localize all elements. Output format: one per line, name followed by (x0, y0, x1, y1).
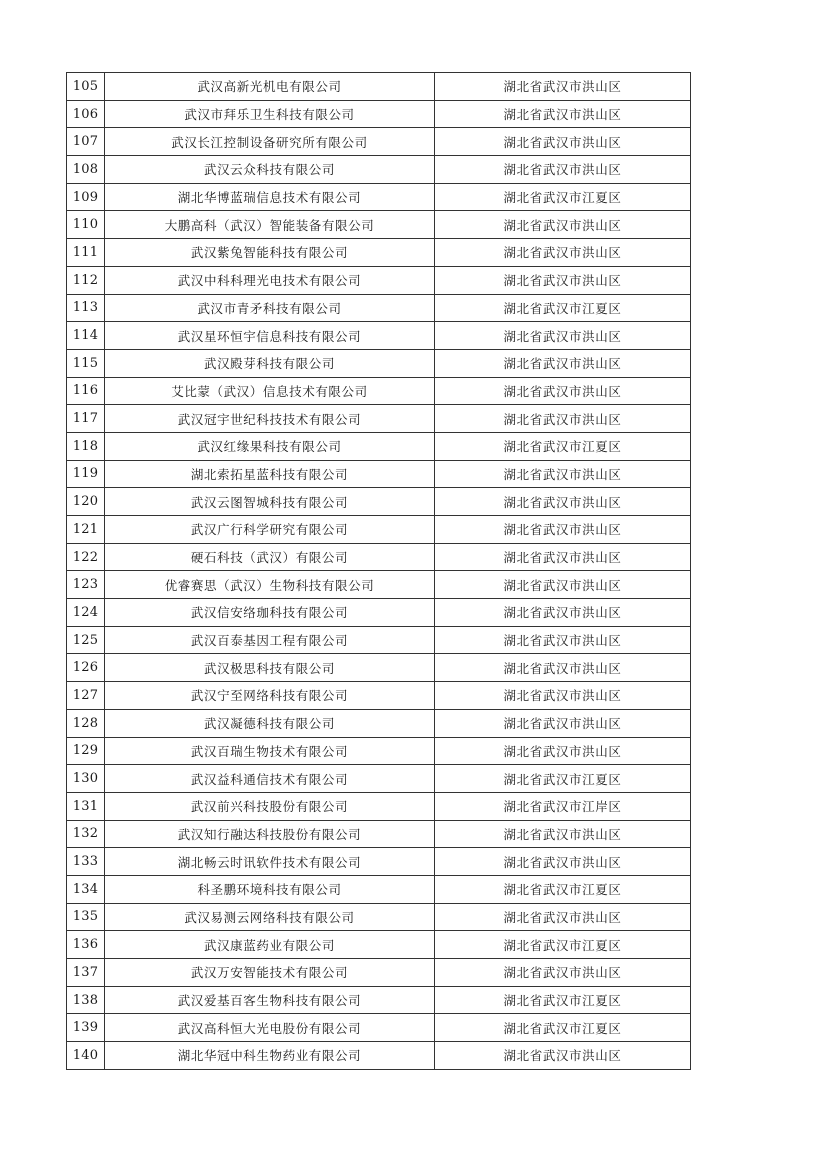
row-number-cell: 127 (67, 682, 105, 710)
table-row (67, 682, 691, 710)
company-name-cell: 武汉爱基百客生物科技有限公司 (105, 986, 435, 1014)
row-number-cell: 130 (67, 765, 105, 793)
table-row (67, 294, 691, 322)
row-number-cell: 105 (67, 73, 105, 101)
company-name-cell: 武汉知行融达科技股份有限公司 (105, 820, 435, 848)
table-row (67, 737, 691, 765)
row-number-cell: 118 (67, 432, 105, 460)
company-name-cell: 湖北华博蓝瑞信息技术有限公司 (105, 183, 435, 211)
region-cell: 湖北省武汉市洪山区 (435, 211, 691, 239)
company-name-cell: 艾比蒙（武汉）信息技术有限公司 (105, 377, 435, 405)
table-row (67, 875, 691, 903)
table-row (67, 1042, 691, 1070)
table-row (67, 322, 691, 350)
table-row (67, 516, 691, 544)
company-name-cell: 武汉百泰基因工程有限公司 (105, 626, 435, 654)
company-name-cell: 武汉中科科理光电技术有限公司 (105, 266, 435, 294)
table-row (67, 931, 691, 959)
row-number-cell: 132 (67, 820, 105, 848)
table-row (67, 1014, 691, 1042)
table-row (67, 73, 691, 101)
region-cell: 湖北省武汉市江岸区 (435, 792, 691, 820)
company-name-cell: 武汉益科通信技术有限公司 (105, 765, 435, 793)
table-row (67, 654, 691, 682)
company-name-cell: 武汉殿芽科技有限公司 (105, 349, 435, 377)
company-name-cell: 武汉信安络珈科技有限公司 (105, 599, 435, 627)
row-number-cell: 134 (67, 875, 105, 903)
region-cell: 湖北省武汉市洪山区 (435, 848, 691, 876)
company-name-cell: 武汉市青矛科技有限公司 (105, 294, 435, 322)
table-row (67, 211, 691, 239)
region-cell: 湖北省武汉市洪山区 (435, 460, 691, 488)
region-cell: 湖北省武汉市洪山区 (435, 377, 691, 405)
company-name-cell: 大鹏高科（武汉）智能装备有限公司 (105, 211, 435, 239)
region-cell: 湖北省武汉市洪山区 (435, 571, 691, 599)
region-cell: 湖北省武汉市洪山区 (435, 349, 691, 377)
company-name-cell: 武汉易测云网络科技有限公司 (105, 903, 435, 931)
row-number-cell: 106 (67, 100, 105, 128)
region-cell: 湖北省武汉市洪山区 (435, 682, 691, 710)
row-number-cell: 139 (67, 1014, 105, 1042)
company-name-cell: 优睿赛思（武汉）生物科技有限公司 (105, 571, 435, 599)
company-name-cell: 武汉康蓝药业有限公司 (105, 931, 435, 959)
region-cell: 湖北省武汉市洪山区 (435, 820, 691, 848)
region-cell: 湖北省武汉市洪山区 (435, 737, 691, 765)
row-number-cell: 116 (67, 377, 105, 405)
company-name-cell: 武汉长江控制设备研究所有限公司 (105, 128, 435, 156)
table-row (67, 128, 691, 156)
row-number-cell: 121 (67, 516, 105, 544)
company-name-cell: 武汉百瑞生物技术有限公司 (105, 737, 435, 765)
region-cell: 湖北省武汉市洪山区 (435, 100, 691, 128)
region-cell: 湖北省武汉市洪山区 (435, 322, 691, 350)
row-number-cell: 128 (67, 709, 105, 737)
company-name-cell: 武汉冠宇世纪科技技术有限公司 (105, 405, 435, 433)
company-name-cell: 武汉广行科学研究有限公司 (105, 516, 435, 544)
company-name-cell: 科圣鹏环境科技有限公司 (105, 875, 435, 903)
table-row (67, 571, 691, 599)
company-name-cell: 武汉凝德科技有限公司 (105, 709, 435, 737)
row-number-cell: 138 (67, 986, 105, 1014)
region-cell: 湖北省武汉市洪山区 (435, 73, 691, 101)
company-name-cell: 硬石科技（武汉）有限公司 (105, 543, 435, 571)
table-row (67, 349, 691, 377)
row-number-cell: 107 (67, 128, 105, 156)
table-row (67, 543, 691, 571)
region-cell: 湖北省武汉市洪山区 (435, 654, 691, 682)
row-number-cell: 120 (67, 488, 105, 516)
region-cell: 湖北省武汉市洪山区 (435, 959, 691, 987)
table-row (67, 377, 691, 405)
region-cell: 湖北省武汉市江夏区 (435, 765, 691, 793)
table-row (67, 100, 691, 128)
region-cell: 湖北省武汉市江夏区 (435, 294, 691, 322)
row-number-cell: 122 (67, 543, 105, 571)
company-name-cell: 武汉高新光机电有限公司 (105, 73, 435, 101)
table-row (67, 709, 691, 737)
row-number-cell: 109 (67, 183, 105, 211)
region-cell: 湖北省武汉市洪山区 (435, 405, 691, 433)
table-row (67, 432, 691, 460)
row-number-cell: 111 (67, 239, 105, 267)
region-cell: 湖北省武汉市洪山区 (435, 128, 691, 156)
region-cell: 湖北省武汉市江夏区 (435, 986, 691, 1014)
company-name-cell: 武汉极思科技有限公司 (105, 654, 435, 682)
region-cell: 湖北省武汉市洪山区 (435, 599, 691, 627)
table-row (67, 239, 691, 267)
row-number-cell: 117 (67, 405, 105, 433)
row-number-cell: 140 (67, 1042, 105, 1070)
company-name-cell: 武汉宁至网络科技有限公司 (105, 682, 435, 710)
table-row (67, 792, 691, 820)
table-row (67, 156, 691, 184)
table-row (67, 765, 691, 793)
row-number-cell: 129 (67, 737, 105, 765)
region-cell: 湖北省武汉市洪山区 (435, 709, 691, 737)
table-row (67, 626, 691, 654)
region-cell: 湖北省武汉市江夏区 (435, 875, 691, 903)
table-row (67, 599, 691, 627)
company-name-cell: 武汉红缘果科技有限公司 (105, 432, 435, 460)
table-row (67, 986, 691, 1014)
region-cell: 湖北省武汉市洪山区 (435, 156, 691, 184)
row-number-cell: 135 (67, 903, 105, 931)
row-number-cell: 133 (67, 848, 105, 876)
region-cell: 湖北省武汉市洪山区 (435, 543, 691, 571)
company-name-cell: 武汉高科恒大光电股份有限公司 (105, 1014, 435, 1042)
region-cell: 湖北省武汉市江夏区 (435, 432, 691, 460)
row-number-cell: 108 (67, 156, 105, 184)
row-number-cell: 131 (67, 792, 105, 820)
table-row (67, 405, 691, 433)
row-number-cell: 114 (67, 322, 105, 350)
row-number-cell: 126 (67, 654, 105, 682)
company-name-cell: 武汉万安智能技术有限公司 (105, 959, 435, 987)
table-row (67, 183, 691, 211)
table-row (67, 959, 691, 987)
region-cell: 湖北省武汉市江夏区 (435, 183, 691, 211)
company-name-cell: 武汉市拜乐卫生科技有限公司 (105, 100, 435, 128)
row-number-cell: 123 (67, 571, 105, 599)
company-name-cell: 武汉云图智城科技有限公司 (105, 488, 435, 516)
table-row (67, 848, 691, 876)
company-name-cell: 武汉前兴科技股份有限公司 (105, 792, 435, 820)
company-name-cell: 武汉星环恒宇信息科技有限公司 (105, 322, 435, 350)
row-number-cell: 110 (67, 211, 105, 239)
table-row (67, 903, 691, 931)
company-table-body (67, 73, 691, 1070)
region-cell: 湖北省武汉市江夏区 (435, 931, 691, 959)
row-number-cell: 136 (67, 931, 105, 959)
region-cell: 湖北省武汉市洪山区 (435, 488, 691, 516)
company-name-cell: 武汉紫兔智能科技有限公司 (105, 239, 435, 267)
table-row (67, 266, 691, 294)
region-cell: 湖北省武汉市洪山区 (435, 239, 691, 267)
region-cell: 湖北省武汉市洪山区 (435, 903, 691, 931)
region-cell: 湖北省武汉市洪山区 (435, 1042, 691, 1070)
company-list-document (66, 72, 690, 1070)
company-name-cell: 湖北华冠中科生物药业有限公司 (105, 1042, 435, 1070)
row-number-cell: 113 (67, 294, 105, 322)
row-number-cell: 125 (67, 626, 105, 654)
company-table (66, 72, 691, 1070)
company-name-cell: 湖北索拓星蓝科技有限公司 (105, 460, 435, 488)
table-row (67, 460, 691, 488)
company-name-cell: 武汉云众科技有限公司 (105, 156, 435, 184)
region-cell: 湖北省武汉市江夏区 (435, 1014, 691, 1042)
table-row (67, 820, 691, 848)
region-cell: 湖北省武汉市洪山区 (435, 626, 691, 654)
company-name-cell: 湖北畅云时讯软件技术有限公司 (105, 848, 435, 876)
region-cell: 湖北省武汉市洪山区 (435, 516, 691, 544)
row-number-cell: 124 (67, 599, 105, 627)
region-cell: 湖北省武汉市洪山区 (435, 266, 691, 294)
row-number-cell: 115 (67, 349, 105, 377)
row-number-cell: 112 (67, 266, 105, 294)
row-number-cell: 137 (67, 959, 105, 987)
table-row (67, 488, 691, 516)
row-number-cell: 119 (67, 460, 105, 488)
